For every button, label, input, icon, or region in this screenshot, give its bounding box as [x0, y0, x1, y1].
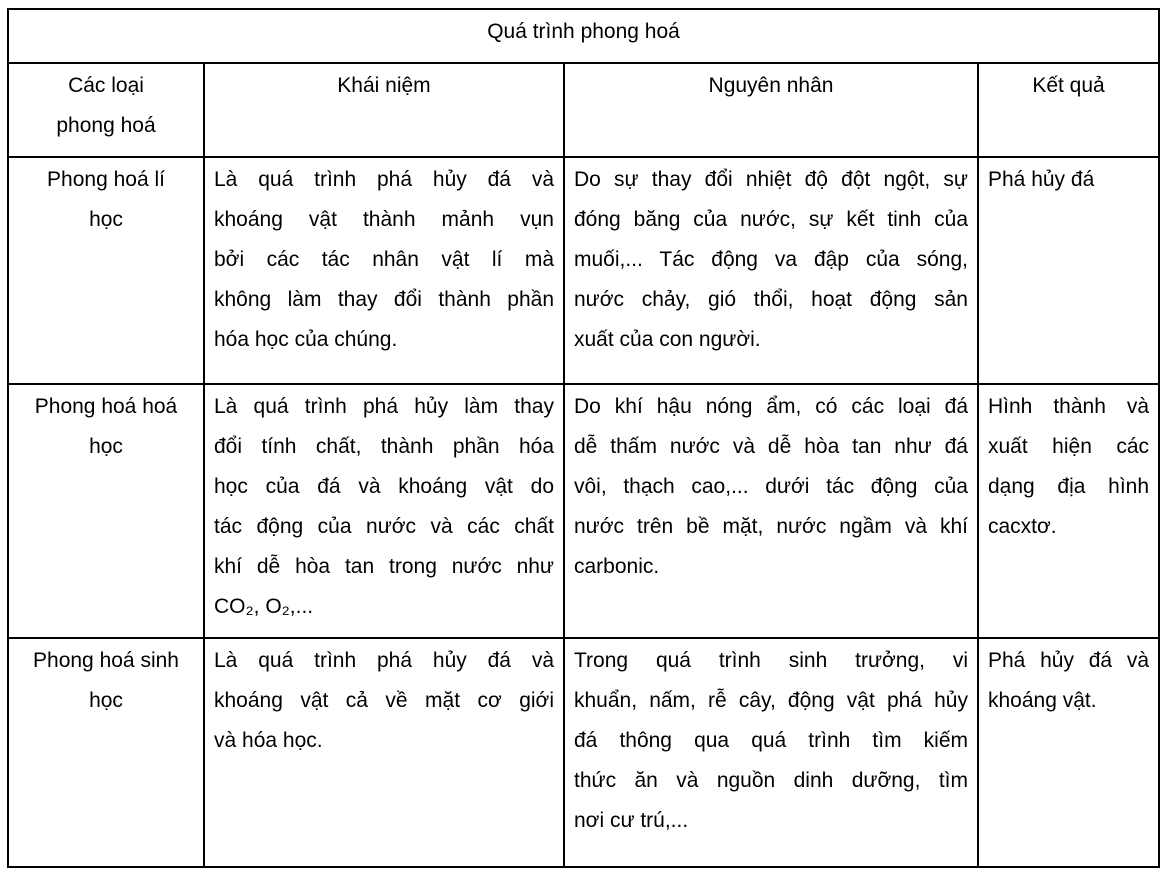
biological-cause-cell: Trong quá trình sinh trưởng, vi khuẩn, nấm, rễ cây, động vật phá hủy đá thông qua quá trình tìm kiếm thức ăn và nguồn dinh dưỡng, tìm nơi cư trú,...: [564, 638, 978, 867]
table-row-physical-weathering: [8, 157, 1159, 384]
biological-result-cell: Phá hủy đá và khoáng vật.: [978, 638, 1159, 867]
column-header-concept: Khái niệm: [204, 63, 564, 157]
chemical-result-cell: Hình thành và xuất hiện các dạng địa hình cacxtơ.: [978, 384, 1159, 638]
biological-concept-cell: Là quá trình phá hủy đá và khoáng vật cả về mặt cơ giới và hóa học.: [204, 638, 564, 867]
chemical-concept-cell: Là quá trình phá hủy làm thay đổi tính chất, thành phần hóa học của đá và khoáng vật do tác động của nước và các chất khí dễ hòa tan trong nước như CO₂, O₂,...: [204, 384, 564, 638]
table-row-biological-weathering: [8, 638, 1159, 867]
physical-cause-cell: Do sự thay đổi nhiệt độ đột ngột, sự đóng băng của nước, sự kết tinh của muối,... Tác động va đập của sóng, nước chảy, gió thổi, hoạt động sản xuất của con người.: [564, 157, 978, 384]
table-title: Quá trình phong hoá: [8, 9, 1159, 63]
physical-concept-cell: Là quá trình phá hủy đá và khoáng vật thành mảnh vụn bởi các tác nhân vật lí mà không làm thay đổi thành phần hóa học của chúng.: [204, 157, 564, 384]
physical-result-cell: Phá hủy đá: [978, 157, 1159, 384]
title-row: [8, 9, 1159, 63]
header-row: [8, 63, 1159, 157]
table-row-chemical-weathering: [8, 384, 1159, 638]
chemical-cause-cell: Do khí hậu nóng ẩm, có các loại đá dễ thấm nước và dễ hòa tan như đá vôi, thạch cao,... dưới tác động của nước trên bề mặt, nước ngầm và khí carbonic.: [564, 384, 978, 638]
row-header-physical-weathering: Phong hoá lí học: [8, 157, 204, 384]
row-header-biological-weathering: Phong hoá sinh học: [8, 638, 204, 867]
column-header-cause: Nguyên nhân: [564, 63, 978, 157]
column-header-result: Kết quả: [978, 63, 1159, 157]
column-header-weathering-types: Các loại phong hoá: [8, 63, 204, 157]
weathering-table: [7, 8, 1160, 868]
row-header-chemical-weathering: Phong hoá hoá học: [8, 384, 204, 638]
